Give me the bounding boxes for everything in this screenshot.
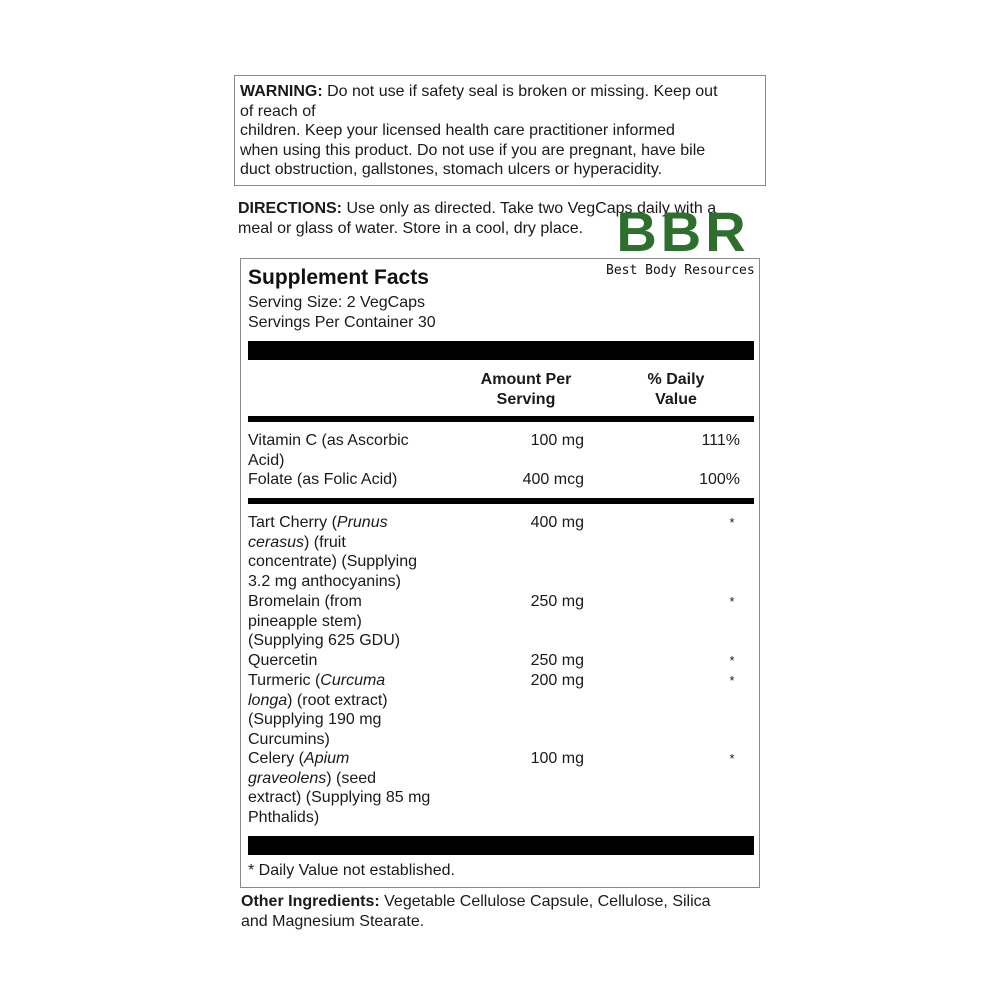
thick-rule-bottom (248, 836, 754, 855)
amount-per-serving-header: Amount Per Serving (480, 371, 572, 408)
ingredient-amount: 200 mg (530, 672, 584, 689)
ingredient-amount: 100 mg (530, 750, 584, 767)
ingredient-daily-value: * (729, 751, 735, 766)
thick-rule-top (248, 341, 754, 360)
serving-size: Serving Size: 2 VegCaps (248, 294, 425, 311)
nutrient-name: Vitamin C (as Ascorbic Acid) (248, 432, 409, 469)
ingredient-daily-value: * (729, 673, 735, 688)
ingredient-name: Quercetin (248, 652, 318, 669)
facts-title: Supplement Facts (248, 266, 429, 289)
ingredient-name: Tart Cherry (Prunus cerasus) (fruit concentrate) (Supplying 3.2 mg anthocyanins) (248, 514, 417, 590)
serving-info (248, 293, 436, 333)
nutrient-amount: 100 mg (530, 432, 584, 449)
other-ingredients (241, 892, 771, 931)
ingredient-amount: 400 mg (530, 514, 584, 531)
warning-line-1: WARNING: Do not use if safety seal is broken or missing. Keep out (240, 83, 718, 100)
nutrient-daily-value: 100% (699, 471, 740, 488)
ingredient-daily-value: * (729, 653, 735, 668)
warning-label: WARNING: (240, 83, 323, 100)
ingredient-name: Turmeric (Curcuma longa) (root extract) (Supplying 190 mg Curcumins) (248, 672, 388, 748)
other-ingredients-label: Other Ingredients: (241, 893, 380, 910)
ingredient-daily-value: * (729, 515, 735, 530)
other-ingredients-line-1: Other Ingredients: Vegetable Cellulose Capsule, Cellulose, Silica (241, 893, 711, 910)
warning-line-5: duct obstruction, gallstones, stomach ulcers or hyperacidity. (240, 161, 663, 179)
nutrient-daily-value: 111% (701, 432, 740, 449)
rule-under-vitamins (248, 498, 754, 504)
warning-line-4: when using this product. Do not use if you are pregnant, have bile (240, 141, 706, 159)
rule-under-header (248, 416, 754, 422)
ingredient-daily-value: * (729, 594, 735, 609)
nutrient-name: Folate (as Folic Acid) (248, 471, 398, 488)
supplement-facts-panel (240, 258, 760, 888)
other-ingredients-line-2: and Magnesium Stearate. (241, 912, 425, 930)
directions-line-2: meal or glass of water. Store in a cool, dry place. (238, 219, 584, 237)
warning-line-3: children. Keep your licensed health care practitioner informed (240, 122, 675, 140)
nutrient-amount: 400 mcg (522, 471, 584, 488)
ingredient-amount: 250 mg (530, 593, 584, 610)
logo-tagline: Best Body Resources (606, 263, 755, 278)
ingredient-name: Celery (Apium graveolens) (seed extract) (Supplying 85 mg Phthalids) (248, 750, 431, 826)
ingredient-amount: 250 mg (530, 652, 584, 669)
warning-box (234, 75, 766, 186)
warning-line-2: of reach of (240, 102, 316, 120)
daily-value-header: % Daily Value (647, 371, 705, 408)
directions-line-1: DIRECTIONS: Use only as directed. Take two VegCaps daily with a (238, 200, 717, 217)
logo-letters: BBR (616, 200, 750, 263)
footnote: * Daily Value not established. (248, 862, 455, 879)
directions-label: DIRECTIONS: (238, 200, 342, 217)
ingredient-name: Bromelain (from pineapple stem) (Supplying 625 GDU) (248, 593, 401, 650)
servings-per-container: Servings Per Container 30 (248, 314, 436, 331)
